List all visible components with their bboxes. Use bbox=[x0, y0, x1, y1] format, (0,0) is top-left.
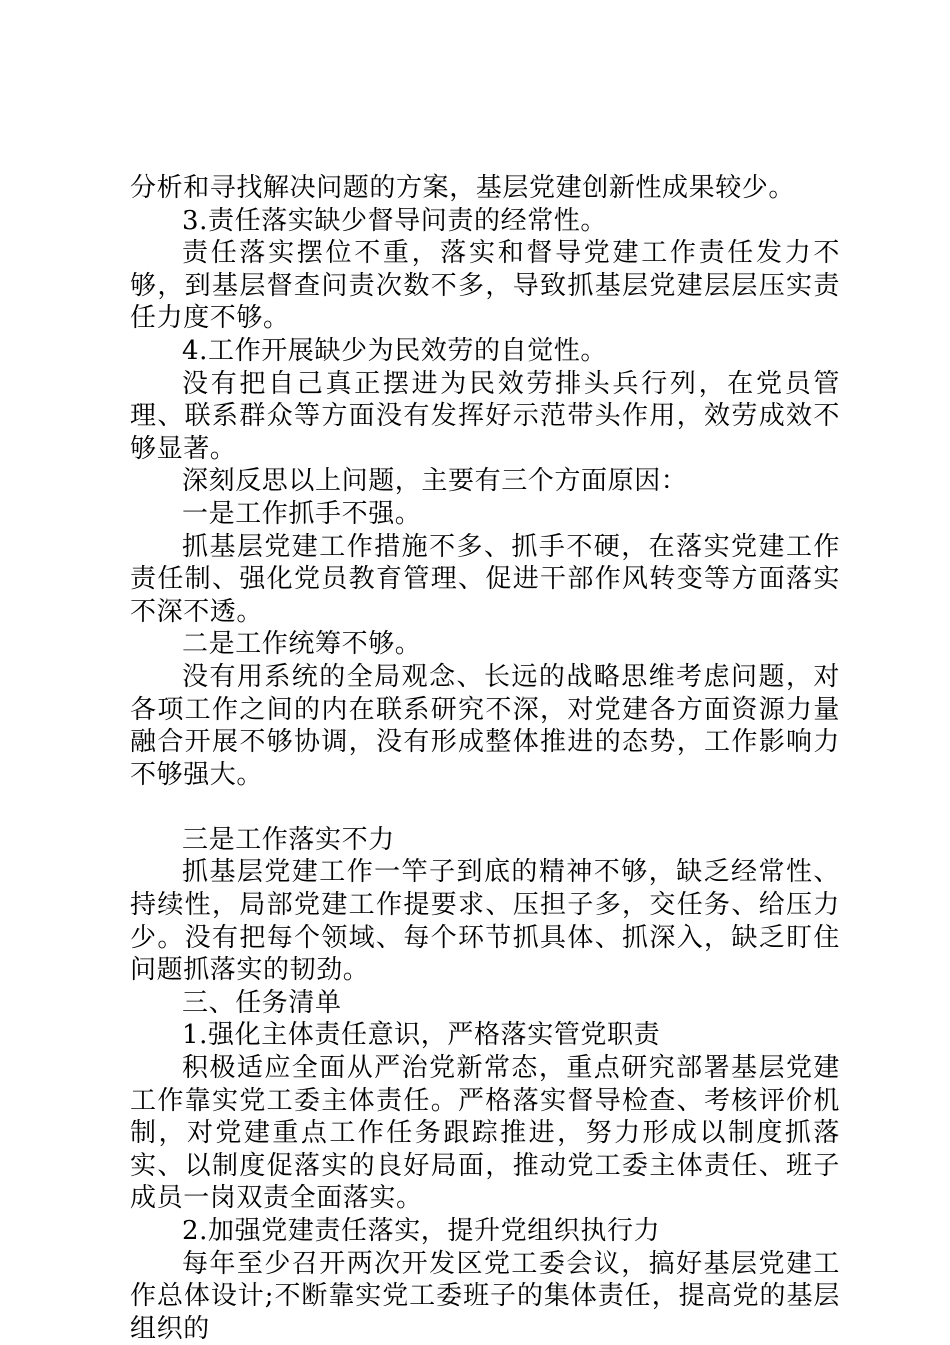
document-body bbox=[130, 172, 840, 1345]
paragraph-17: 每年至少召开两次开发区党工委会议，搞好基层党建工作总体设计;不断靠实党工委班子的集体责任，提高党的基层组织的 bbox=[130, 1248, 840, 1344]
paragraph-5: 没有把自己真正摆进为民效劳排头兵行列，在党员管理、联系群众等方面没有发挥好示范带头作用，效劳成效不够显著。 bbox=[130, 368, 840, 464]
paragraph-10: 没有用系统的全局观念、长远的战略思维考虑问题，对各项工作之间的内在联系研究不深，对党建各方面资源力量融合开展不够协调，没有形成整体推进的态势，工作影响力不够强大。 bbox=[130, 661, 840, 790]
reason-heading-1: 一是工作抓手不强。 bbox=[182, 498, 422, 529]
item-heading-4: 4.工作开展缺少为民效劳的自觉性。 bbox=[182, 335, 608, 366]
section-heading-3: 三、任务清单 bbox=[182, 987, 342, 1018]
item-heading-3: 3.责任落实缺少督导问责的经常性。 bbox=[182, 205, 608, 236]
paragraph-1: 分析和寻找解决问题的方案，基层党建创新性成果较少。 bbox=[130, 173, 796, 203]
blank-line bbox=[130, 791, 840, 824]
paragraph-12: 抓基层党建工作一竿子到底的精神不够，缺乏经常性、持续性，局部党建工作提要求、压担子多，交任务、给压力少。没有把每个领域、每个环节抓具体、抓深入，缺乏盯住问题抓落实的韧劲。 bbox=[130, 857, 840, 986]
reason-heading-3: 三是工作落实不力 bbox=[182, 824, 395, 855]
paragraph-15: 积极适应全面从严治党新常态，重点研究部署基层党建工作靠实党工委主体责任。严格落实督导检查、考核评价机制，对党建重点工作任务跟踪推进，努力形成以制度抓落实、以制度促落实的良好局面，推动党工委主体责任、班子成员一岗双责全面落实。 bbox=[130, 1053, 840, 1214]
task-heading-2: 2.加强党建责任落实，提升党组织执行力 bbox=[182, 1216, 661, 1246]
paragraph-8: 抓基层党建工作措施不多、抓手不硬，在落实党建工作责任制、强化党员教育管理、促进干部作风转变等方面落实不深不透。 bbox=[130, 531, 840, 627]
paragraph-6: 深刻反思以上问题，主要有三个方面原因： bbox=[182, 466, 688, 497]
task-heading-1: 1.强化主体责任意识，严格落实管党职责 bbox=[182, 1020, 661, 1051]
reason-heading-2: 二是工作统筹不够。 bbox=[182, 629, 422, 660]
paragraph-3: 责任落实摆位不重，落实和督导党建工作责任发力不够，到基层督查问责次数不多，导致抓基层党建层层压实责任力度不够。 bbox=[130, 238, 840, 334]
